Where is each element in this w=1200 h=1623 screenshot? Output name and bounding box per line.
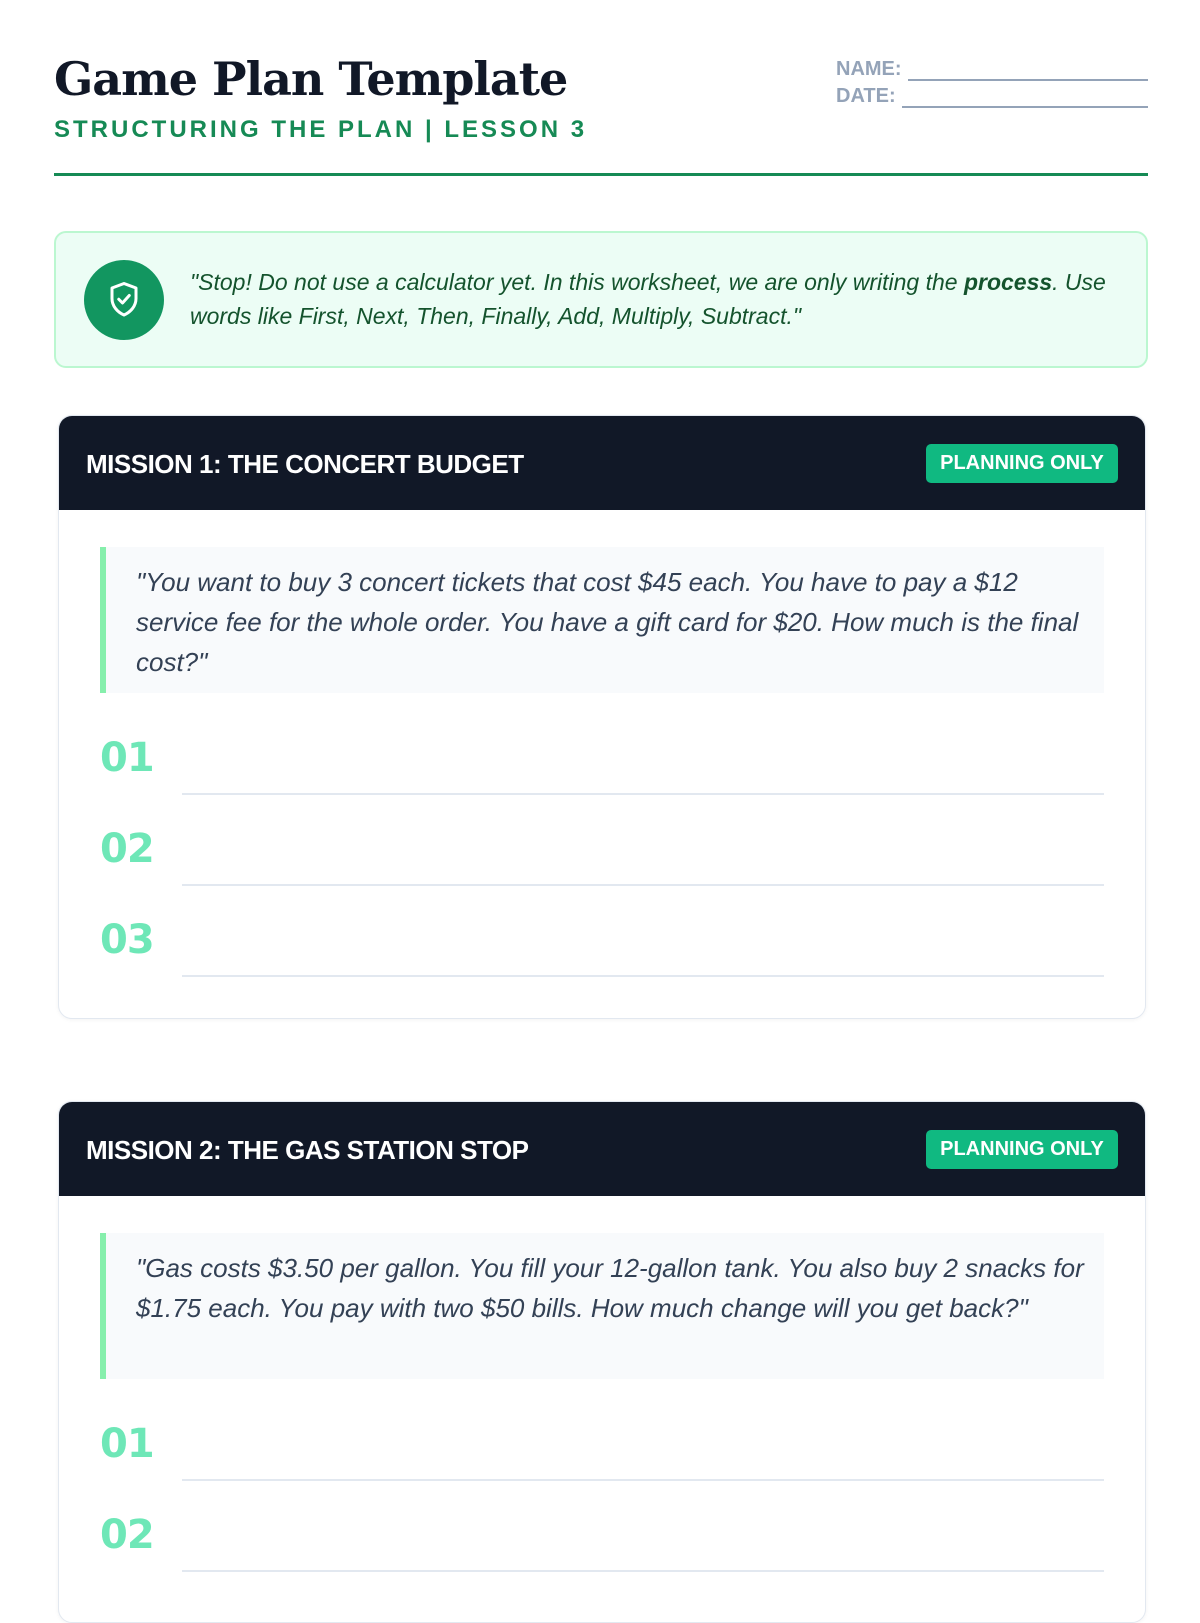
step-number: 02 — [100, 826, 154, 872]
name-row — [836, 54, 1148, 81]
step-number: 02 — [100, 1512, 154, 1558]
shield-check-icon — [84, 260, 164, 340]
step-row[interactable] — [100, 826, 1104, 886]
step-row[interactable] — [100, 1421, 1104, 1481]
step-row[interactable] — [100, 1512, 1104, 1572]
mission-card-2 — [58, 1101, 1146, 1623]
problem-statement: "Gas costs $3.50 per gallon. You fill your 12-gallon tank. You also buy 2 snacks for $1.75 each. You pay with two $50 bills. How much change will you get back?" — [100, 1233, 1104, 1379]
student-info — [836, 54, 1148, 108]
step-answer-line[interactable] — [182, 1479, 1104, 1481]
mission-title: MISSION 2: THE GAS STATION STOP — [86, 1135, 529, 1165]
step-row[interactable] — [100, 917, 1104, 977]
step-answer-line[interactable] — [182, 793, 1104, 795]
instruction-callout — [54, 231, 1148, 368]
mission-header — [59, 1102, 1145, 1196]
step-answer-line[interactable] — [182, 1570, 1104, 1572]
step-number: 01 — [100, 1421, 154, 1467]
step-answer-line[interactable] — [182, 884, 1104, 886]
date-label: DATE: — [836, 85, 896, 107]
problem-statement: "You want to buy 3 concert tickets that cost $45 each. You have to pay a $12 service fee for the whole order. You have a gift card for $20. How much is the final cost?" — [100, 547, 1104, 693]
header-divider — [54, 173, 1148, 176]
name-label: NAME: — [836, 58, 902, 80]
planning-only-badge: PLANNING ONLY — [926, 444, 1118, 483]
page-subtitle: STRUCTURING THE PLAN | LESSON 3 — [54, 116, 588, 143]
page-title: Game Plan Template — [54, 52, 568, 106]
instruction-text-end: . Use words like First, Next, Then, Finally, Add, Multiply, Subtract." — [190, 269, 1106, 329]
name-field[interactable] — [908, 63, 1148, 81]
instruction-text-bold: process — [963, 269, 1053, 295]
date-row — [836, 81, 1148, 108]
date-field[interactable] — [902, 90, 1148, 108]
step-answer-line[interactable] — [182, 975, 1104, 977]
step-row[interactable] — [100, 735, 1104, 795]
instruction-text-start: "Stop! Do not use a calculator yet. In this worksheet, we are only writing the — [190, 269, 964, 295]
planning-only-badge: PLANNING ONLY — [926, 1130, 1118, 1169]
step-number: 01 — [100, 735, 154, 781]
mission-card-1 — [58, 415, 1146, 1019]
step-number: 03 — [100, 917, 154, 963]
mission-title: MISSION 1: THE CONCERT BUDGET — [86, 449, 524, 479]
instruction-text — [190, 265, 1120, 333]
mission-header — [59, 416, 1145, 510]
